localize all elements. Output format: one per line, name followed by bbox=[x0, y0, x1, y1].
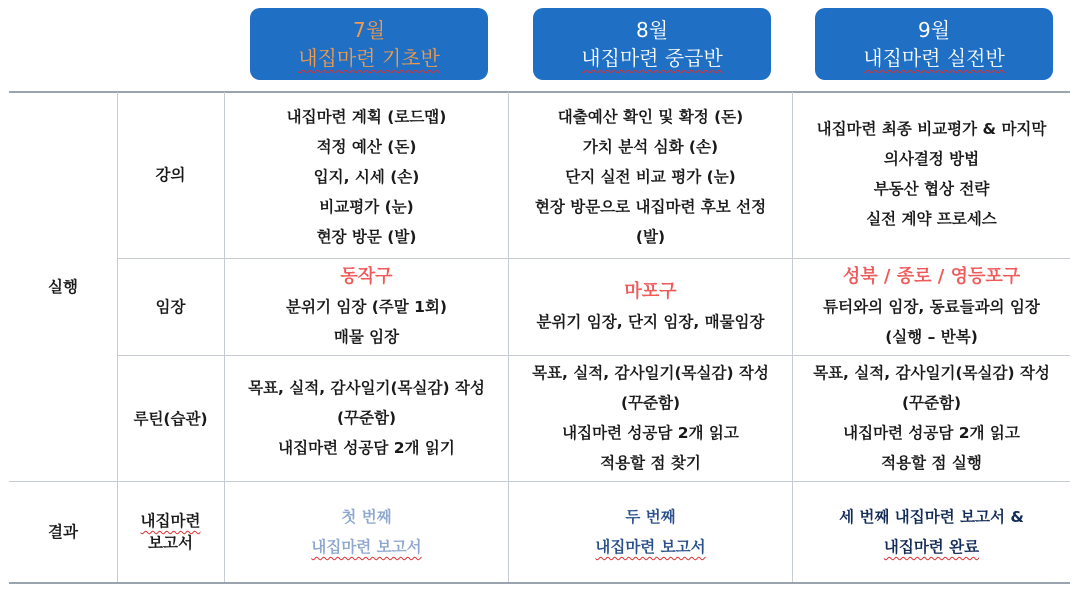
list-item: 적정 예산 (돈) bbox=[316, 138, 417, 156]
list-item: (꾸준함) bbox=[620, 394, 681, 412]
list-item: 내집마련 계획 (로드맵) bbox=[286, 108, 447, 126]
site-september bbox=[793, 262, 1070, 352]
header-july bbox=[250, 8, 488, 80]
site-august bbox=[509, 262, 792, 352]
district-highlight: 성북 / 종로 / 영등포구 bbox=[842, 266, 1021, 287]
lecture-august bbox=[509, 102, 792, 252]
list-item: 첫 번째 bbox=[341, 508, 392, 526]
row-label-report-line: 내집마련 bbox=[140, 512, 201, 530]
header-month: 9월 bbox=[917, 18, 951, 42]
list-item: 목표, 실적, 감사일기(목실감) 작성 bbox=[248, 379, 485, 397]
district-highlight: 동작구 bbox=[340, 266, 393, 287]
lecture-september bbox=[793, 112, 1070, 236]
list-item: 내집마련 완료 bbox=[883, 538, 980, 556]
header-course-name: 내집마련 중급반 bbox=[581, 46, 723, 70]
list-item: 현장 방문으로 내집마련 후보 선정 bbox=[534, 198, 767, 216]
list-item: 적용할 점 실행 bbox=[881, 454, 982, 472]
row-label-lecture: 강의 bbox=[155, 166, 186, 184]
list-item: (꾸준함) bbox=[901, 394, 962, 412]
row-label-report bbox=[117, 482, 224, 582]
list-item: 내집마련 최종 비교평가 & 마지막 bbox=[816, 120, 1047, 138]
header-september bbox=[815, 8, 1053, 80]
district-highlight: 마포구 bbox=[624, 281, 677, 302]
list-item: (꾸준함) bbox=[336, 409, 397, 427]
list-item: 의사결정 방법 bbox=[883, 150, 980, 168]
row-label-routine: 루틴(습관) bbox=[133, 409, 208, 428]
table-bottom-border bbox=[9, 582, 1070, 584]
routine-august bbox=[509, 358, 792, 478]
list-item: 입지, 시세 (손) bbox=[313, 168, 420, 186]
header-month: 7월 bbox=[352, 18, 386, 42]
list-item: 부동산 협상 전략 bbox=[873, 180, 990, 198]
list-item: 현장 방문 (발) bbox=[316, 228, 417, 246]
list-item: 실전 계약 프로세스 bbox=[866, 210, 997, 228]
row-label-report-line: 보고서 bbox=[148, 534, 193, 552]
list-item: 세 번째 내집마련 보고서 & bbox=[839, 508, 1024, 526]
header-august bbox=[533, 8, 771, 80]
list-item: 가치 분석 심화 (손) bbox=[582, 138, 719, 156]
report-august bbox=[509, 484, 792, 580]
report-september bbox=[793, 484, 1070, 580]
list-item: (발) bbox=[635, 228, 666, 246]
routine-september bbox=[793, 358, 1070, 478]
list-item: 적용할 점 찾기 bbox=[600, 454, 701, 472]
group-label-result: 결과 bbox=[48, 523, 78, 541]
row-divider bbox=[117, 355, 1070, 356]
lecture-july bbox=[225, 102, 508, 252]
list-item: 내집마련 성공담 2개 읽기 bbox=[278, 439, 455, 457]
list-item: 단지 실전 비교 평가 (눈) bbox=[565, 168, 736, 186]
list-item: 목표, 실적, 감사일기(목실감) 작성 bbox=[532, 364, 769, 382]
group-label-execution: 실행 bbox=[48, 277, 78, 296]
list-item: 내집마련 성공담 2개 읽고 bbox=[562, 424, 739, 442]
header-course-name: 내집마련 실전반 bbox=[863, 46, 1005, 70]
list-item: 튜터와의 임장, 동료들과의 임장 bbox=[823, 298, 1040, 316]
row-divider bbox=[117, 258, 1070, 259]
site-july bbox=[225, 262, 508, 352]
routine-july bbox=[225, 358, 508, 478]
list-item: 내집마련 보고서 bbox=[311, 538, 422, 556]
row-label-site: 임장 bbox=[155, 298, 186, 316]
header-course-name: 내집마련 기초반 bbox=[298, 46, 440, 70]
header-month: 8월 bbox=[635, 18, 669, 42]
list-item: 분위기 임장, 단지 임장, 매물임장 bbox=[536, 313, 765, 331]
list-item: 내집마련 보고서 bbox=[595, 538, 706, 556]
list-item: (실행 – 반복) bbox=[885, 328, 978, 346]
list-item: 분위기 임장 (주말 1회) bbox=[286, 298, 447, 316]
list-item: 내집마련 성공담 2개 읽고 bbox=[843, 424, 1020, 442]
list-item: 대출예산 확인 및 확정 (돈) bbox=[557, 108, 744, 126]
list-item: 매물 임장 bbox=[333, 328, 400, 346]
list-item: 두 번째 bbox=[625, 508, 676, 526]
report-july bbox=[225, 484, 508, 580]
list-item: 비교평가 (눈) bbox=[319, 198, 414, 216]
list-item: 목표, 실적, 감사일기(목실감) 작성 bbox=[813, 364, 1050, 382]
